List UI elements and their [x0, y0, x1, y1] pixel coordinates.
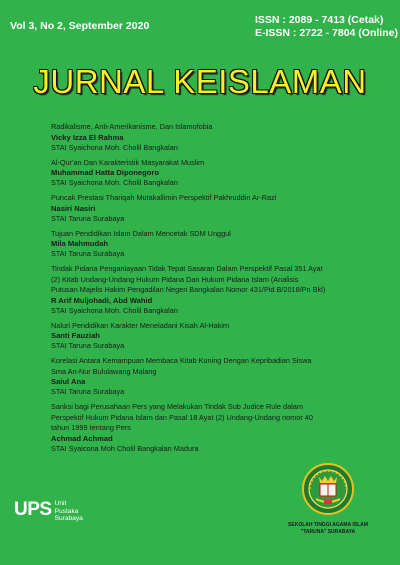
- article-affiliation: STAI Taruna Surabaya: [51, 249, 125, 258]
- institution-name-line: SEKOLAH TINGGI AGAMA ISLAM: [288, 522, 368, 528]
- article-title-line: Korelasi Antara Kemampuan Membaca Kitab Kuning Dengan Kepribadian Siswa: [51, 356, 312, 365]
- article-author: Saiul Ana: [51, 377, 86, 386]
- article-list: [51, 122, 391, 459]
- article-affiliation: STAI Taruna Surabaya: [51, 341, 125, 350]
- institution-name-line: "TARUNA" SURABAYA: [300, 529, 356, 535]
- article-title-line: Sma An-Nur Bululawang Malang: [51, 366, 157, 376]
- article-affiliation: STAI Syaicona Moh Cholil Bangkalan Madura: [51, 443, 199, 453]
- article-author: Mila Mahmudah: [51, 239, 108, 248]
- article-author: Vicky Izza El Rahma: [51, 132, 124, 142]
- article-title-line: (2) Kitab Undang-Undang Hukum Pidana Dan Hukum Pidana Islam (Analisis: [51, 274, 299, 284]
- article-item: [51, 158, 391, 189]
- publisher-abbr: UPS: [14, 499, 52, 520]
- article-author: R Arif Muljohadi, Abd Wahid: [51, 295, 153, 305]
- volume-info: Vol 3, No 2, September 2020: [10, 20, 150, 32]
- article-item: [51, 264, 391, 316]
- article-affiliation: STAI Taruna Surabaya: [51, 213, 125, 223]
- article-item: [51, 321, 391, 352]
- article-item: [51, 122, 391, 153]
- journal-title: JURNAL KEISLAMAN: [33, 63, 367, 100]
- article-item: [51, 402, 391, 454]
- article-title-line: Tindak Pidana Penganiayaan Tidak Tepat Sasaran Dalam Perspektif Pasal 351 Ayat: [51, 264, 323, 273]
- article-item: [51, 356, 391, 397]
- article-author: Santi Fauziah: [51, 331, 100, 340]
- publisher-name-line: Unit: [54, 500, 67, 507]
- article-title-line: Putusan Majelis Hakim Pengadilan Negeri Bangkalan Nomor 431/Pid.B/2018/Pn Bkl): [51, 285, 326, 294]
- article-title-line: Perspektif Hukum Pidana Islam dan Pasal 18 Ayat (2) Undang-Undang nomor 40: [51, 412, 313, 422]
- article-author: Muhammad Hatta Diponegoro: [51, 168, 160, 177]
- article-title-line: Puncak Prestasi Thariqah Mutakallimin Perspektif Pakhruddin Ar-Razi: [51, 193, 277, 202]
- article-affiliation: STAI Syaichona Moh. Cholil Bangkalan: [51, 305, 178, 315]
- article-affiliation: STAI Syaichona Moh. Cholil Bangkalan: [51, 178, 178, 187]
- article-title-line: Naluri Pendidikan Karakter Meneladani Kisah Al-Hakim: [51, 320, 230, 330]
- publisher-name: [55, 500, 83, 523]
- issn-block: [255, 14, 398, 40]
- article-title-line: tahun 1999 tentang Pers: [51, 423, 131, 432]
- article-author: Achmad Achmad: [51, 433, 113, 443]
- issn-online: E-ISSN : 2722 - 7804 (Online): [255, 27, 398, 39]
- article-item: [51, 229, 391, 260]
- article-title-line: Radikalisme, Anti-Amerikanisme, Dan Islamofobia: [51, 122, 213, 131]
- article-title-line: Al-Qur'an Dan Karakteristik Masyarakat Muslim: [51, 157, 205, 167]
- institution-emblem-icon: [302, 463, 354, 515]
- article-title-line: Sanksi bagi Perusahaan Pers yang Melakukan Tindak Sub Judice Rule dalam: [51, 402, 303, 411]
- publisher-name-line: Pustaka: [54, 507, 79, 515]
- issn-print: ISSN : 2089 - 7413 (Cetak): [255, 14, 384, 26]
- publisher-logo: [14, 499, 83, 523]
- publisher-name-line: Surabaya: [54, 515, 83, 522]
- institution-name: [262, 522, 394, 536]
- article-title-line: Tujuan Pendidikan Islam Dalam Mencetak SDM Unggul: [51, 228, 231, 238]
- article-affiliation: STAI Syaichona Moh. Cholil Bangkalan: [51, 142, 178, 152]
- article-item: [51, 193, 391, 224]
- article-author: Nasiri Nasiri: [51, 203, 96, 213]
- article-affiliation: STAI Taruna Surabaya: [51, 387, 125, 396]
